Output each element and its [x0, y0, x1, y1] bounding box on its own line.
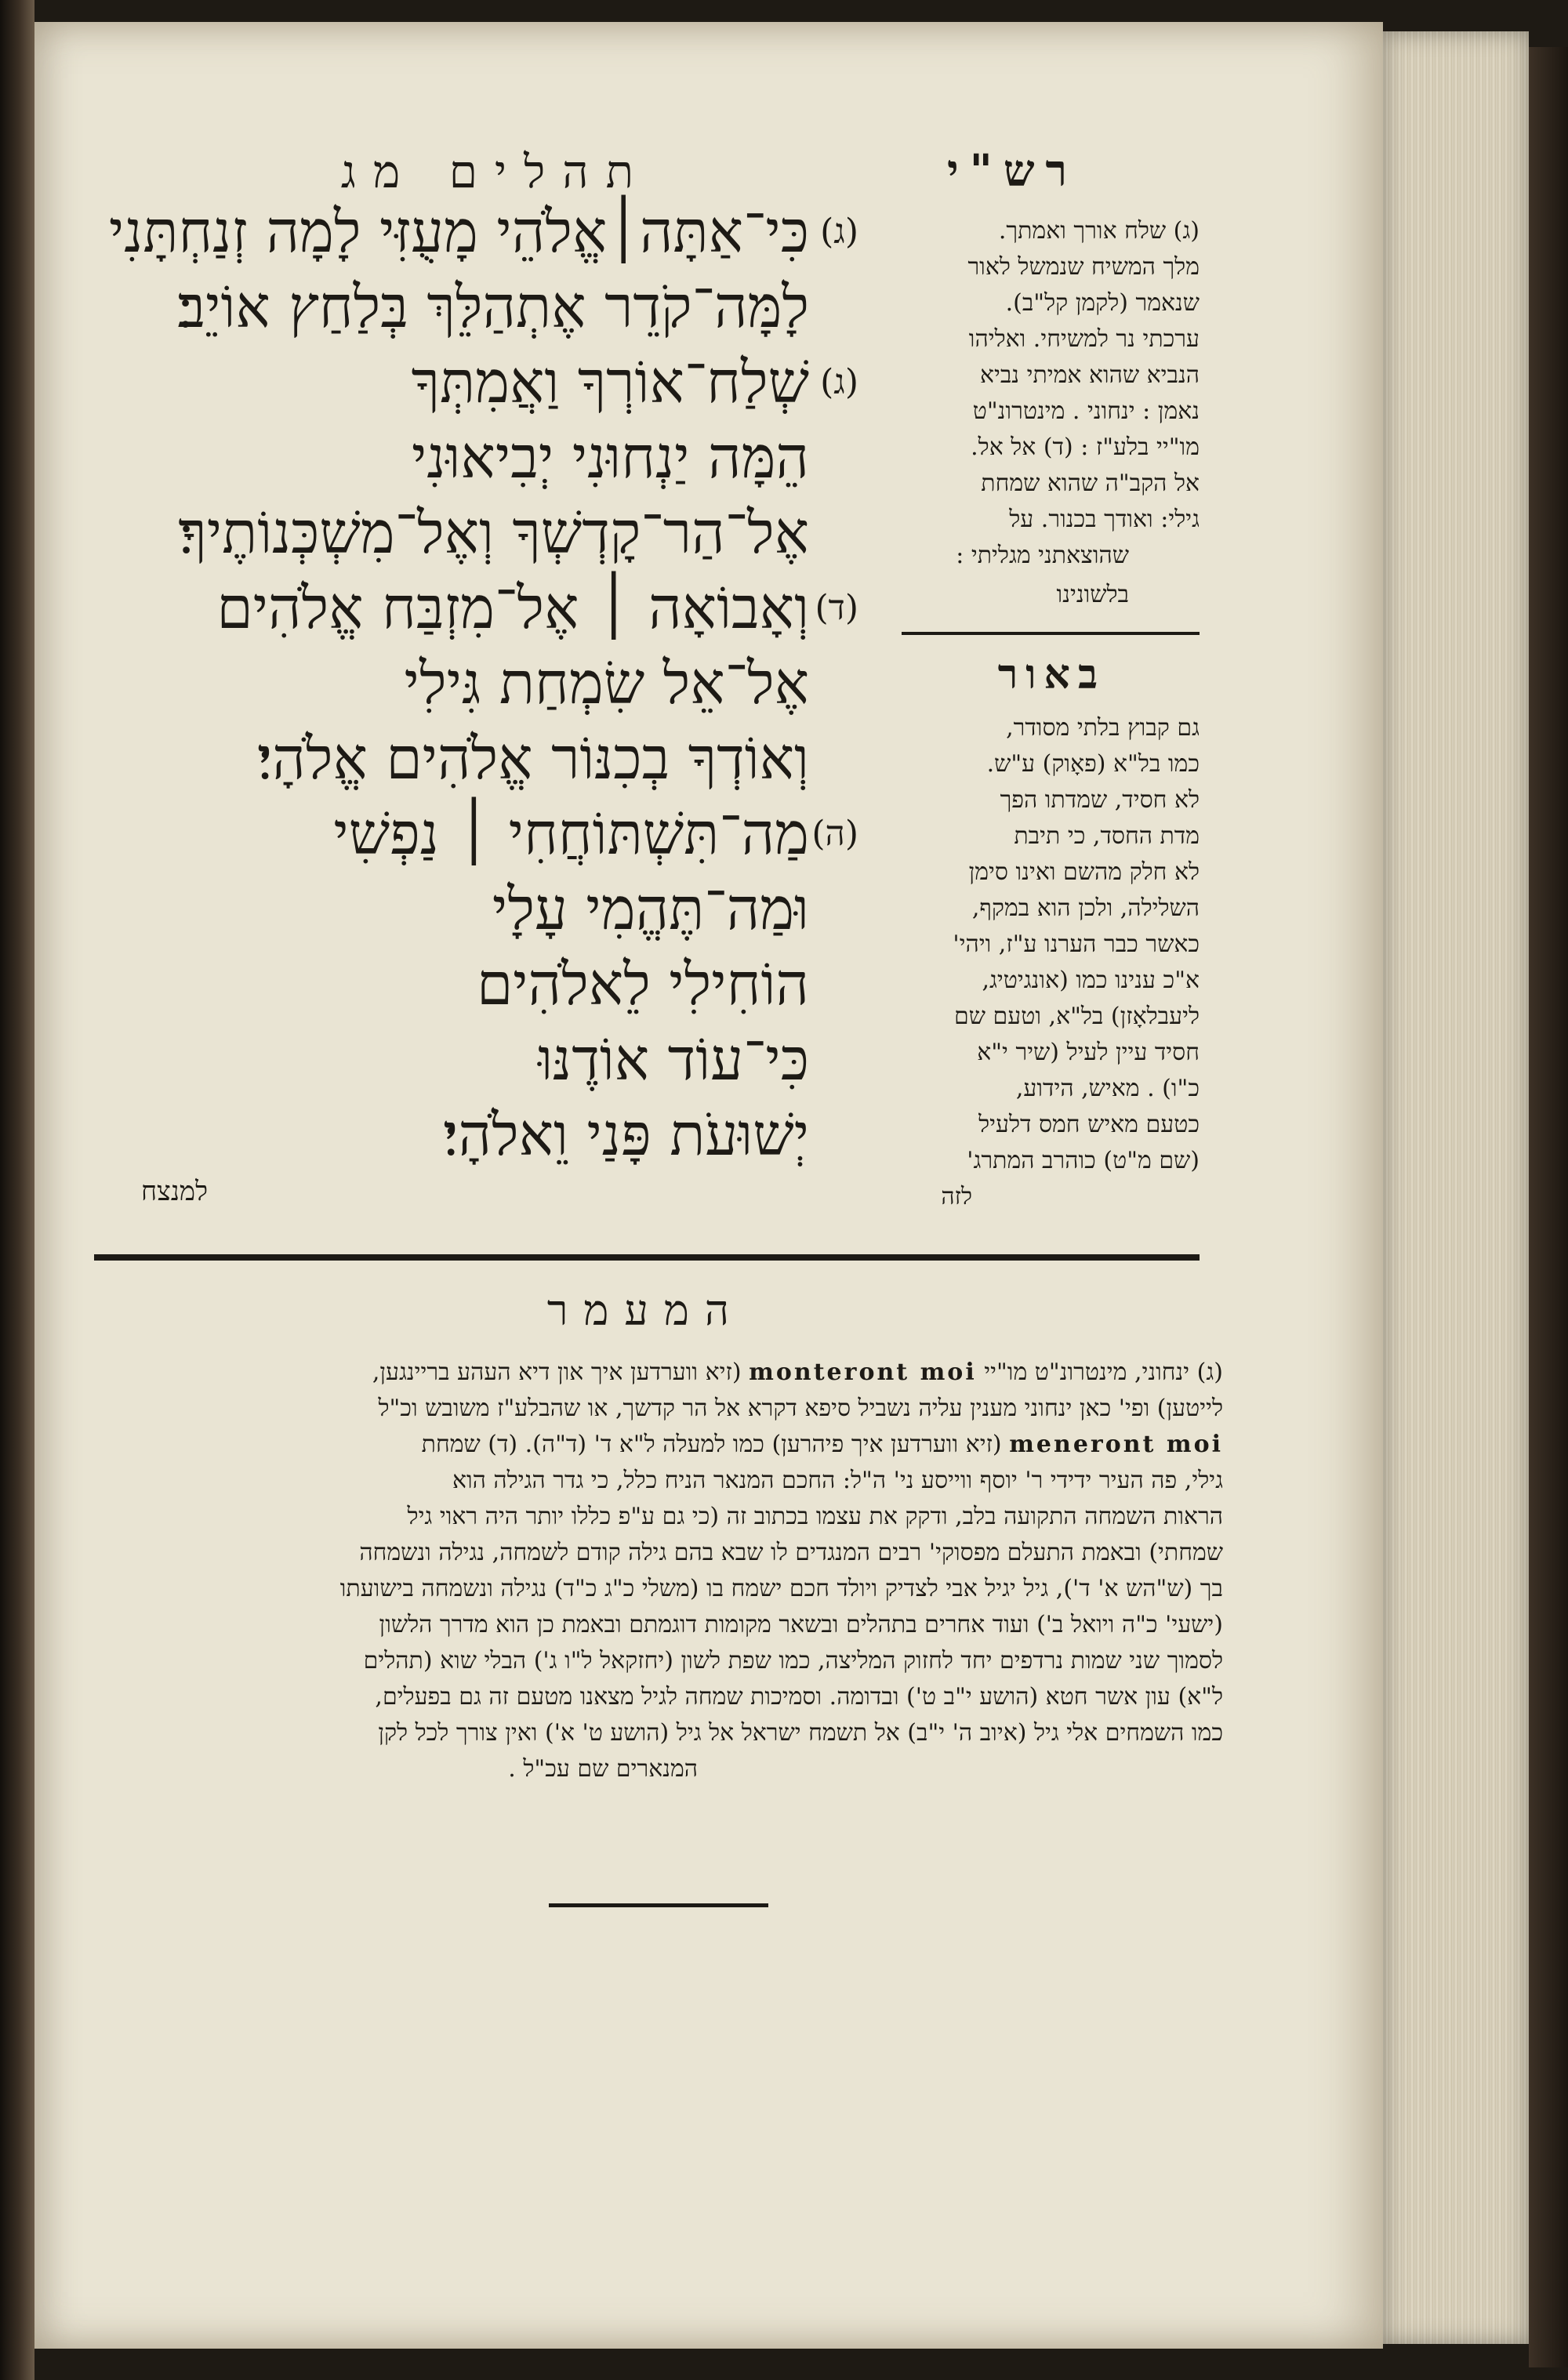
- biur-line: לא חלק מהשם ואינו סימן: [968, 858, 1200, 886]
- psalm-line: לָמָּה־קֹדֵר אֶתְהַלֵּךְ בְּלַחַץ אוֹיֵב׃: [177, 274, 809, 341]
- note-line: [94, 1355, 1223, 1391]
- psalm-line: אֶל־הַר־קָדְשְׁךָ וְאֶל־מִשְׁכְּנוֹתֶיךָ׃: [178, 499, 809, 567]
- biur-line: מדת החסד, כי תיבת: [1014, 822, 1200, 850]
- biur-line: חסיד עיין לעיל (שיר י"א: [977, 1039, 1200, 1066]
- book-gutter-shadow: [0, 0, 34, 2380]
- note-latin-gloss: meneront moi: [1009, 1431, 1223, 1458]
- biur-line: כמו בל"א (פאָוק) ע"ש.: [986, 750, 1200, 778]
- note-line: לסמוך שני שמות נרדפים יחד לחזוק המליצה, כמו שפת לשון (יחזקאל ל"ו ג') הבלי שוא (תהלים: [363, 1647, 1223, 1674]
- note-line: (ישעי' כ"ה ויואל ב') ועוד אחרים בתהלים ובשאר מקומות דוגמתם ובאמת כן הוא מדרך הלשון: [379, 1611, 1223, 1638]
- rashi-line: הנביא שהוא אמיתי נביא: [979, 361, 1200, 389]
- rashi-line: אל הקב"ה שהוא שמחת: [981, 470, 1200, 497]
- psalm-line: הוֹחִילִי לֵאלֹהִים: [476, 951, 809, 1018]
- rashi-title: רש"י: [946, 145, 1078, 197]
- book-title-header: תהלים מג: [340, 145, 651, 198]
- biur-line: כ"ו) . מאיש, הידוע,: [1015, 1075, 1200, 1102]
- note-line: ל"א) עון אשר חטא (הושע י"ב ט') ובדומה. וסמיכות שמחה לגיל מצאנו מטעם זה גם בפעלים,: [375, 1683, 1223, 1711]
- rashi-line: מו"יי בלע"ז : (ד) אל אל.: [971, 434, 1200, 461]
- note-line: המנארים שם עכ"ל .: [508, 1755, 698, 1783]
- rashi-line: שהוצאתני מגליתי :: [956, 542, 1129, 569]
- note-line: לייטען) ופי' כאן ינחוני מענין עליה נשביל סיפא דקרא אל הר קדשך, או שהבלע"ז משובש וכ"ל: [378, 1395, 1223, 1422]
- note-text: (זיא ווערדען איך פיהרען) כמו למעלה ל"א ד' (ד"ה). (ד) שמחת: [421, 1431, 1002, 1458]
- biur-line: לזה: [941, 1183, 972, 1210]
- rashi-line: נאמן : ינחוני . מינטרונ"ט: [972, 397, 1200, 425]
- biur-title: באור: [997, 651, 1105, 698]
- closing-rule: [549, 1903, 768, 1907]
- note-latin-gloss: monteront moi: [749, 1359, 977, 1386]
- catchword: למנצח: [140, 1176, 208, 1207]
- biur-line: ליעבלאָזן) בל"א, וטעם שם: [954, 1003, 1200, 1030]
- biur-line: גם קבוץ בלתי מסודר,: [1006, 714, 1200, 742]
- rashi-line: בלשונינו: [1056, 581, 1129, 608]
- verse-number: (ג): [820, 212, 858, 252]
- rashi-line: ערכתי נר למשיחי. ואליהו: [968, 325, 1200, 353]
- note-text: (זיא ווערדען איך און דיא העהע בריינגען,: [372, 1359, 742, 1386]
- rashi-line: (ג) שלח אורך ואמתך.: [998, 217, 1200, 245]
- meamer-title: המעמר: [546, 1286, 745, 1335]
- psalm-line: מַה־תִּשְׁתּוֹחֲחִי ׀ נַפְשִׁי: [333, 800, 809, 868]
- biur-line: א"כ ענינו כמו (אונגיטיג,: [982, 967, 1200, 994]
- verse-number: (ד): [815, 588, 858, 628]
- page-edges: [1383, 31, 1529, 2344]
- psalm-line: אֶל־אֵל שִׂמְחַת גִּילִי: [404, 650, 809, 717]
- section-divider: [94, 1254, 1200, 1261]
- psalm-line: כִּי־אַתָּה׀אֱלֹהֵי מָעֻזִּי לָמָה זְנַחְתָּנִי: [108, 198, 809, 266]
- book-cover-edge: [1529, 47, 1568, 2367]
- biur-line: לא חסיד, שמדתו הפך: [1000, 786, 1200, 814]
- psalm-line: יְשׁוּעֹת פָּנַי וֵאלֹהָי׃: [443, 1101, 809, 1169]
- psalm-line: הֵמָּה יַנְחוּנִי יְבִיאוּנִי: [412, 424, 809, 492]
- rashi-line: שנאמר (לקמן קל"ב).: [1005, 289, 1200, 317]
- verse-number: (ה): [811, 814, 858, 854]
- note-line: גילי, פה העיר ידידי ר' יוסף ווייסע ני' ה"ל: החכם המנאר הניח כלל, כי גדר הגילה הוא: [452, 1467, 1223, 1494]
- psalm-line: שְׁלַח־אוֹרְךָ וַאֲמִתְּךָ: [411, 349, 809, 416]
- biur-line: כאשר כבר הערנו ע"ז, ויהי': [953, 931, 1200, 958]
- psalm-line: כִּי־עוֹד אוֹדֶנּוּ: [538, 1026, 809, 1094]
- note-line: שמחתי) ובאמת התעלם מפסוקי' רבים המנגדים לו שבא בהם גילה קודם לשמחה, נגילה ונשמחה: [359, 1539, 1223, 1566]
- psalm-line: וְאוֹדְךָ בְכִנּוֹר אֱלֹהִים אֱלֹהָי׃: [256, 725, 809, 793]
- rashi-line: גילי: ואודך בכנור. על: [1009, 506, 1200, 533]
- rashi-divider: [902, 632, 1200, 635]
- biur-line: השלילה, ולכן הוא במקף,: [971, 894, 1200, 922]
- note-text: (ג) ינחוני, מינטרונ"ט מו"יי: [984, 1359, 1223, 1386]
- verse-number: (ג): [820, 362, 858, 402]
- psalm-line: וְאָבוֹאָה ׀ אֶל־מִזְבַּח אֱלֹהִים: [216, 575, 809, 642]
- rashi-line: מלך המשיח שנמשל לאור: [967, 253, 1200, 281]
- psalm-line: וּמַה־תֶּהֱמִי עָלָי: [492, 876, 809, 943]
- note-line: [94, 1427, 1223, 1463]
- note-line: כמו השמחים אלי גיל (איוב ה' י"ב) אל תשמח ישראל אל גיל (הושע ט' א') ואין צורך לכל לקן: [378, 1719, 1223, 1747]
- biur-line: כטעם מאיש חמס דלעיל: [978, 1111, 1200, 1138]
- note-line: בך (ש"הש א' ד'), גיל יגיל אבי לצדיק ויולד חכם ישמח בו (משלי כ"ג כ"ד) נגילה ונשמחה בישועתו: [339, 1575, 1223, 1602]
- note-line: הראות השמחה התקועה בלב, ודקק את עצמו בכתוב זה (כי גם ע"פ כללו יותר היה ראוי גיל: [407, 1503, 1223, 1530]
- biur-line: (שם מ"ט) כוהרב המתרג': [967, 1147, 1200, 1174]
